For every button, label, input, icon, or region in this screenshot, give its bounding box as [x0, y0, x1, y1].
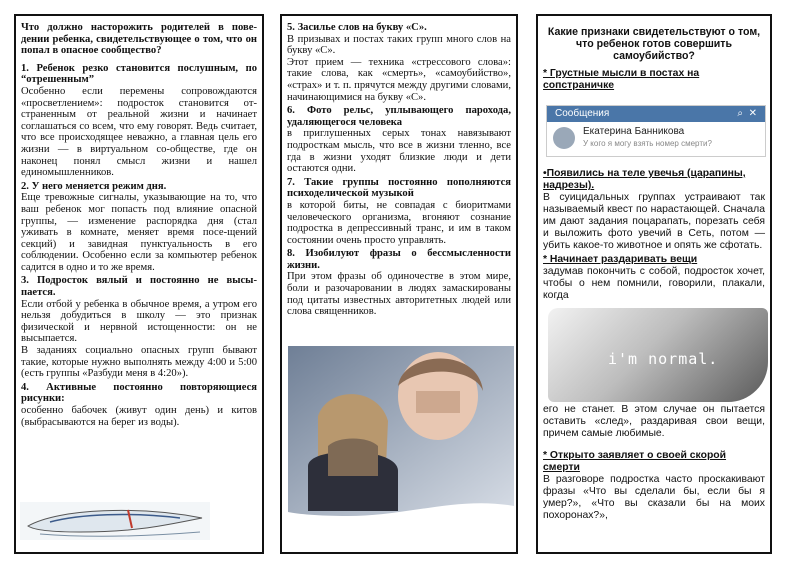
- sign-6-text: в приглушенных серых тонах навязывают подросткам мысль, что все в жизни тленно, все гда в жизни уходят близкие люди и дети остаются одни.: [287, 128, 511, 175]
- contact-name: Екатерина Банникова: [583, 126, 685, 137]
- close-icon: ✕: [748, 108, 757, 119]
- sign-5-heading: 5. Засилье слов на букву «С».: [287, 22, 427, 33]
- right-panel-title: Какие признаки свидетельствуют о том, что ребенок готов совершить самоубийство?: [547, 26, 761, 62]
- sad-teen-photo: [288, 346, 514, 524]
- message-preview: У кого я могу взять номер смерти?: [583, 139, 712, 148]
- suicide-sign-3-heading: * Начинает раздаривать вещи: [543, 254, 698, 265]
- sign-7-text: в которой биты, не совпадая с биоритмами человеческого организма, вгоняют сознание подростка в депрессивный транс, и им в таком состоянии очень просто управлять.: [287, 199, 511, 246]
- suicide-sign-2-text: В суицидальных группах устраивают так называемый квест по нарастающей. Сначала им дают задания поцарапать, порезать себя и выложить фото увечий в Сеть, потом — убить какое-то животное и опять же сфотать.: [543, 192, 765, 251]
- messages-header: Сообщения: [555, 108, 610, 119]
- sign-7-heading: 7. Такие группы постоянно пополняются психоделической музыкой: [287, 176, 511, 200]
- sign-1-text: Особенно если перемены сопровождаются «просветлением»: подросток становится от-страненным от реальной жизни и начинает соглашаться со всем, что ему говорят. Ведь считает, что все происходящее неважно, а главная цель его жизни — в виртуальном со-обществе, где он наконец понял смысл жизни и нашел единомышленников.: [21, 85, 257, 179]
- im-normal-photo: [548, 308, 768, 402]
- suicide-sign-4-text: В разговоре подростка часто проскакивают фразы «Что вы сделали бы, если бы я умер?», «Что вы сказали бы на моих похоронах?»,: [543, 474, 765, 521]
- sign-5-text: В призывах и постах таких групп много слов на букву «С».: [287, 33, 511, 57]
- im-normal-caption: i'm normal.: [608, 350, 719, 368]
- suicide-sign-3-text: задумав покончить с собой, подросток хочет, чтобы о нем помнили, говорили, плакали, когда: [543, 266, 765, 301]
- messages-screenshot: [546, 105, 766, 157]
- whale-drawing-image: [20, 502, 210, 540]
- sign-4-text: особенно бабочек (живут один день) и китов (выбрасываются на берег из воды).: [21, 405, 257, 428]
- sign-2-text: Еще тревожные сигналы, указывающие на то, что ваш ребенок мог попасть под влияние опасной группы, — изменение распорядка дня (стал уживать в комнате, меняет время посе-щений секций) и завидная пунктуальность в его соблюдении. Особенно если за компьютер ребенок садится в одно и то же время.: [21, 192, 257, 273]
- sign-2-heading: 2. У него меняется режим дня.: [21, 180, 167, 192]
- sign-3-text: Если отбой у ребенка в обычное время, а утром его нельзя добудиться в школу — это признак физической и нервной истощенности: он не высыпается.: [21, 298, 257, 345]
- suicide-sign-2-heading: •Появились на теле увечья (царапины, надрезы).: [543, 168, 746, 191]
- sign-3-heading: 3. Подросток вялый и постоянно не высы-пается.: [21, 275, 257, 299]
- intro-question: Что должно насторожить родителей в пове-дении ребенка, свидетельствующее о том, что он попал в опасное сообщество?: [21, 22, 257, 57]
- sign-8-heading: 8. Изобилуют фразы о бессмысленности жизни.: [287, 248, 511, 271]
- sign-4-heading: 4. Активные постоянно повторяющиеся рисунки:: [21, 381, 257, 405]
- sign-6-heading: 6. Фото рельс, уплывающего парохода, удаляющегося человека: [287, 105, 511, 128]
- sign-5-text-extra: Этот прием — техника «стрессового слова»: такие слова, как «смерть», «самоубийство», «страх» и т. п. прячутся между другими словами, начинающимися на букву «С».: [287, 56, 511, 103]
- panel-right: [536, 14, 772, 554]
- search-icon: ⌕: [737, 108, 743, 119]
- panel-left: [14, 14, 264, 554]
- sign-8-text: При этом фразы об одиночестве в этом мире, боли и разочаровании в людях замаскированы под цитаты известных авторитетных людей или слова священников.: [287, 271, 511, 318]
- suicide-sign-1-heading: * Грустные мысли в постах на сопстраничке: [543, 68, 700, 91]
- suicide-sign-3-continued: его не станет. В этом случае он пытается оставить «след», раздаривая свои вещи, причем самые любимые.: [543, 404, 765, 439]
- sign-1-heading: 1. Ребенок резко становится послушным, по “отрешенным”: [21, 62, 257, 86]
- suicide-sign-4-heading: * Открыто заявляет о своей скорой смерти: [543, 450, 727, 473]
- avatar: [553, 127, 575, 149]
- sign-3-text-extra: В заданиях социально опасных групп бывают такие, которые нужно выполнять между 4:00 и 5:00 (есть группы «Разбуди меня в 4:20»).: [21, 345, 257, 380]
